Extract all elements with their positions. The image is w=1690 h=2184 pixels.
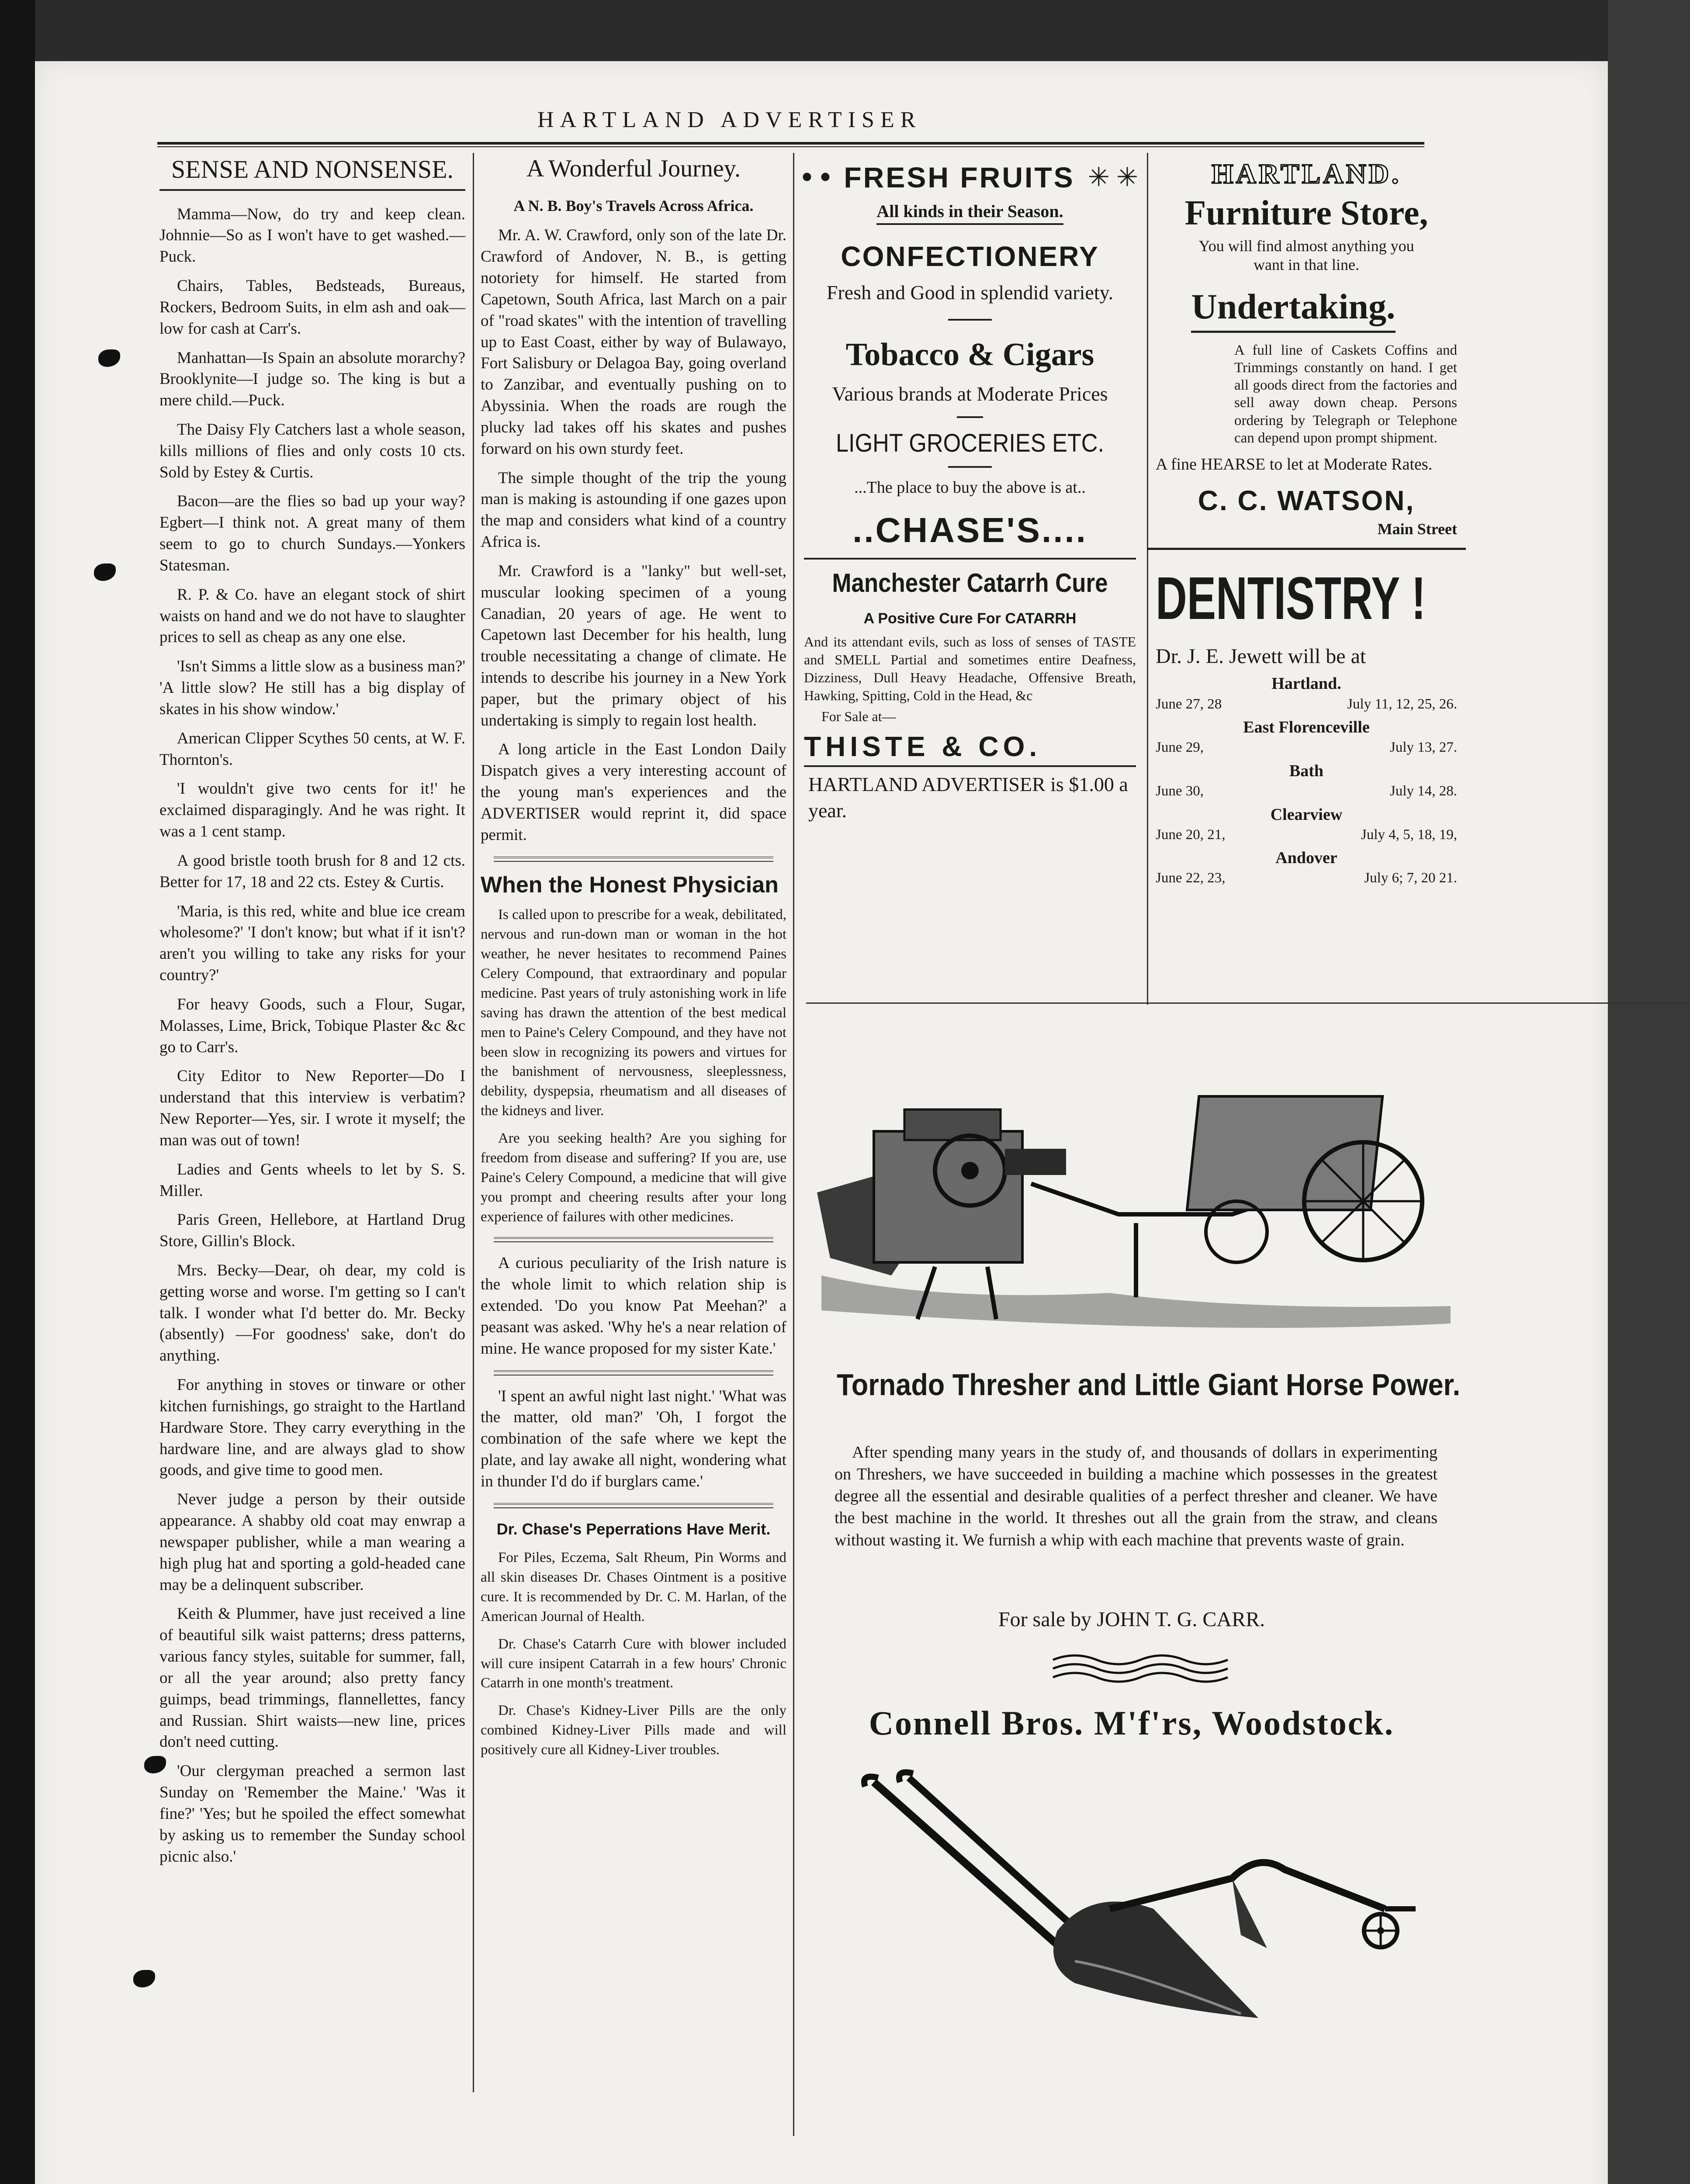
schedule-row: [1156, 738, 1457, 757]
jewett-text: Dr. J. E. Jewett will be at: [1156, 645, 1366, 668]
schedule-town: Hartland.: [1271, 674, 1341, 693]
paragraph: 'I wouldn't give two cents for it!' he exclaimed disparagingly. And he was right. It was a 1 cent stamp.: [159, 780, 465, 841]
schedule-town: Bath: [1289, 761, 1324, 780]
paragraph: For anything in stoves or tinware or other kitchen furnishings, go straight to the Hartland Hardware Store. They carry everything in the hardware line, and are always glad to show goods, and give time to good men.: [159, 1376, 465, 1479]
ink-mark: [98, 349, 120, 367]
schedule-july-dates: July 6; 7, 20 21.: [1364, 870, 1457, 886]
tobacco-sub: Various brands at Moderate Prices: [832, 383, 1108, 405]
ink-mark: [133, 1970, 155, 1987]
confectionery-sub: Fresh and Good in splendid variety.: [826, 281, 1114, 304]
dentist-schedule: [1156, 673, 1457, 888]
schedule-june-dates: June 29,: [1156, 740, 1204, 756]
paragraph: Are you seeking health? Are you sighing for freedom from disease and suffering? If you are, use Paine's Celery Compound, a medicine that will give you prompt and cheering results after your long experience of failures with other medicines.: [481, 1130, 786, 1225]
furniture-title: Furniture Store,: [1184, 194, 1428, 233]
paragraph-night: 'I spent an awful night last night.' 'What was the matter, old man?' 'Oh, I forgot the combination of the safe where we kept the plate, and lay awake all night, wondering what in thunder I'd do if burglars came.': [481, 1387, 786, 1490]
article-subheading: A N. B. Boy's Travels Across Africa.: [513, 197, 754, 214]
masthead-rule: [157, 142, 1424, 147]
furniture-sub: You will find almost anything you want in that line.: [1198, 237, 1414, 274]
schedule-town: East Florenceville: [1243, 718, 1370, 737]
thresher-title: Tornado Thresher and Little Giant Horse Power.: [837, 1368, 1461, 1402]
paragraph: 'Maria, is this red, white and blue ice cream wholesome?' 'I don't know; but what if it isn't? aren't you willing to take any risks for your country?': [159, 902, 465, 985]
schedule-town: Andover: [1275, 849, 1337, 867]
schedule-row: [1156, 782, 1457, 801]
short-rule: [957, 416, 983, 418]
short-rule: [948, 319, 992, 321]
schedule-july-dates: July 11, 12, 25, 26.: [1347, 696, 1457, 712]
paragraph: Mr. A. W. Crawford, only son of the late Dr. Crawford of Andover, N. B., is getting notoriety for himself. He started from Capetown, South Africa, last March on a pair of "road skates" with the intention of travelling up to East Coast, either by way of Bulawayo, Fort Salisbury or Delagoa Bay, going overland to Zanzibar, and eventually pushing on to Abyssinia. When the roads are rough the plucky lad takes off his skates and pushes forward on his own sturdy feet.: [481, 226, 786, 458]
undertaking-text: A full line of Caskets Coffins and Trimmings constantly on hand. I get all goods direct from the factories and sell away down cheap. Persons ordering by Telegraph or Telephone can depend upon prompt shipment.: [1234, 342, 1457, 446]
rule: [1147, 548, 1466, 550]
paragraph: The simple thought of the trip the young man is making is astounding if one gazes upon the map and considers what kind of a country Africa is.: [481, 469, 786, 551]
paragraph: For heavy Goods, such a Flour, Sugar, Molasses, Lime, Brick, Tobique Plaster &c &c go to Carr's.: [159, 995, 465, 1056]
chases-title: ..CHASE'S....: [852, 511, 1087, 550]
schedule-row: [1156, 826, 1457, 845]
schedule-june-dates: June 20, 21,: [1156, 826, 1226, 843]
hartland-title: HARTLAND.: [1212, 158, 1401, 189]
tobacco-title: Tobacco & Cigars: [845, 337, 1094, 373]
article-heading: A Wonderful Journey.: [526, 155, 741, 182]
paragraph: A good bristle tooth brush for 8 and 12 cts. Better for 17, 18 and 22 cts. Estey & Curtis.: [159, 851, 465, 891]
thresher-illustration: [804, 1031, 1459, 1350]
catarrh-sub: A Positive Cure For CATARRH: [863, 610, 1077, 627]
paragraph: For Piles, Eczema, Salt Rheum, Pin Worms and all skin diseases Dr. Chases Ointment is a positive cure. It is recommended by Dr. C. M. Harlan, of the American Journal of Health.: [481, 1550, 786, 1624]
separator: [494, 857, 773, 862]
paragraph: 'Our clergyman preached a sermon last Sunday on 'Remember the Maine.' 'Was it fine?' 'Yes; but he spoiled the effect somewhat by asking us to remember the Sunday school picnic also.': [159, 1762, 465, 1866]
makers-title: Connell Bros. M'f'rs, Woodstock.: [869, 1704, 1395, 1742]
schedule-row: [1156, 695, 1457, 714]
paragraph-list: [159, 204, 465, 1868]
dentistry-title: DENTISTRY !: [1156, 564, 1426, 632]
plow-illustration: [848, 1765, 1416, 2044]
thresher-sale: For sale by JOHN T. G. CARR.: [998, 1608, 1265, 1631]
scan-border-left: [0, 0, 35, 2184]
watson-sub: Main Street: [1377, 520, 1457, 538]
groceries-title: LIGHT GROCERIES ETC.: [836, 429, 1104, 457]
masthead: HARTLAND ADVERTISER: [537, 107, 922, 132]
schedule-june-dates: June 22, 23,: [1156, 870, 1226, 886]
column-divider: [1147, 153, 1148, 1005]
paragraph: Paris Green, Hellebore, at Hartland Drug Store, Gillin's Block.: [159, 1211, 465, 1251]
paragraph: The Daisy Fly Catchers last a whole season, kills millions of flies and only costs 10 cts. Sold by Estey & Curtis.: [159, 421, 465, 481]
plow-icon: [848, 1765, 1416, 2044]
scan-border-right: [1608, 0, 1690, 2184]
thresher-text: After spending many years in the study of, and thousands of dollars in experimenting on Threshers, we have succeeded in building a machine which possesses in the greatest degree all the essential and desirable qualities of a perfect thresher and cleaner. We have the best machine in the world. It threshes out all the grain from the straw, and cleans without wasting it. We furnish a whip with each machine that prevents waste of grain.: [835, 1443, 1437, 1549]
watson-title: C. C. WATSON,: [1198, 484, 1415, 516]
section-heading: SENSE AND NONSENSE.: [159, 153, 465, 191]
subscription-text: HARTLAND ADVERTISER is $1.00 a year.: [808, 773, 1128, 822]
thiste-title: THISTE & CO.: [804, 731, 1042, 763]
paragraph: Is called upon to prescribe for a weak, debilitated, nervous and run-down man or woman in the hot weather, he never hesitates to recommend Paines Celery Compound, that extraordinary and popular medicine. Past years of truly astonishing work in life saving has drawn the attention of the best medical men to Paine's Celery Compound, and they have not been slow in recognizing its powers and virtues for the banishment of nervousness, sleeplessness, debility, dyspepsia, rheumatism and all diseases of the kidneys and liver.: [481, 907, 786, 1119]
schedule-july-dates: July 4, 5, 18, 19,: [1361, 826, 1457, 843]
bullet-dots: • •: [801, 160, 831, 194]
column-divider: [793, 153, 794, 2136]
column-chases-ads: [800, 153, 1140, 824]
rule: [804, 765, 1136, 767]
paragraph: Chairs, Tables, Bedsteads, Bureaus, Rockers, Bedroom Suits, in elm ash and oak—low for cash at Carr's.: [159, 277, 465, 338]
paragraph: Never judge a person by their outside appearance. A shabby old coat may enwrap a newspaper publisher, while a man wearing a high plug hat and sporting a gold-headed cane may be a delinquent subscriber.: [159, 1490, 465, 1594]
paragraph-irish: A curious peculiarity of the Irish nature is the whole limit to which relation ship is extended. 'Do you know Pat Meehan?' a peasant was asked. 'Why he's a near relation of mine. He wance proposed for my sister Kate.': [481, 1254, 786, 1358]
paragraph: Mr. Crawford is a "lanky" but well-set, muscular looking specimen of a young Canadian, 20 years of age. He went to Capetown last December for his health, lung trouble necessitating a change of climate. He intends to describe his journey in a New York paper, but the primary object of his undertaking is simply to regain lost health.: [481, 562, 786, 729]
schedule-july-dates: July 13, 27.: [1389, 740, 1457, 756]
newspaper-page: [35, 61, 1608, 2184]
paragraph: 'Isn't Simms a little slow as a business man?' 'A little slow? He still has a big display of skates in his show window.': [159, 657, 465, 718]
paragraph: Ladies and Gents wheels to let by S. S. Miller.: [159, 1160, 465, 1200]
fresh-fruits-title: FRESH FRUITS: [844, 161, 1075, 194]
paragraph: Mamma—Now, do try and keep clean. Johnnie—So as I won't have to get washed.—Puck.: [159, 205, 465, 266]
paragraph: City Editor to New Reporter—Do I understand that this interview is verbatim? New Reporter—Yes, sir. I wrote it myself; the man was out of town!: [159, 1067, 465, 1149]
paragraph: R. P. & Co. have an elegant stock of shirt waists on hand and we do not have to slaughter prices to sell as cheap as any one else.: [159, 585, 465, 646]
column-wonderful-journey: [481, 153, 786, 1768]
paragraph: Dr. Chase's Kidney-Liver Pills are the only combined Kidney-Liver Pills made and will positively cure all Kidney-Liver troubles.: [481, 1703, 786, 1758]
column-sense-and-nonsense: [159, 153, 465, 1875]
paragraph: Mrs. Becky—Dear, oh dear, my cold is getting worse and worse. I'm getting so I can't talk. I wonder what I'd better do. Mr. Becky (absently) —For goodness' sake, don't do anything.: [159, 1261, 465, 1365]
paragraph: Manhattan—Is Spain an absolute morarchy? Brooklynite—I judge so. The king is but a mere child.—Puck.: [159, 349, 465, 410]
confectionery-title: CONFECTIONERY: [841, 241, 1099, 273]
star-ornament-icon: ✳ ✳: [1087, 162, 1139, 192]
place-text: ...The place to buy the above is at..: [854, 478, 1086, 497]
fresh-fruits-sub: All kinds in their Season.: [876, 200, 1063, 225]
paragraph: A long article in the East London Daily Dispatch gives a very interesting account of the young man's experiences and the ADVERTISER would reprint it, did space permit.: [481, 740, 786, 844]
paragraph: Keith & Plummer, have just received a line of beautiful silk waist patterns; dress patterns, various fancy styles, suitable for summer, fall, or all the year around; also pretty fancy guimps, bead trimmings, flannellettes, fancy and Russian. Shirt waists—new line, prices don't need cutting.: [159, 1605, 465, 1751]
catarrh-title: Manchester Catarrh Cure: [832, 568, 1108, 598]
schedule-town: Clearview: [1270, 805, 1343, 824]
wave-ornament-icon: [1049, 1651, 1232, 1686]
paragraph: Bacon—are the flies so bad up your way? Egbert—I think not. A great many of them seem to go to church Sundays.—Yonkers Statesman.: [159, 492, 465, 574]
paragraph: Dr. Chase's Catarrh Cure with blower included will cure insipent Catarrah in a few hours' Chronic Catarrh in one month's treatment.: [481, 1636, 786, 1691]
separator: [494, 1370, 773, 1375]
short-rule: [948, 466, 992, 468]
catarrh-text: And its attendant evils, such as loss of senses of TASTE and SMELL Partial and sometimes entire Deafness, Dizziness, Dull Heavy Headache, Offensive Breath, Hawking, Spitting, Cold in the Head, &c: [804, 634, 1136, 703]
for-sale-text: For Sale at—: [821, 708, 896, 724]
paragraph: American Clipper Scythes 50 cents, at W. F. Thornton's.: [159, 729, 465, 769]
schedule-june-dates: June 30,: [1156, 783, 1204, 799]
ink-mark: [94, 563, 116, 581]
separator: [494, 1503, 773, 1508]
schedule-row: [1156, 869, 1457, 888]
undertaking-title: Undertaking.: [1191, 283, 1395, 332]
hearse-text: A fine HEARSE to let at Moderate Rates.: [1156, 455, 1433, 474]
separator: [494, 1237, 773, 1242]
column-watson-dentistry: [1156, 153, 1457, 888]
rule: [806, 1002, 1690, 1004]
column-divider: [473, 153, 474, 2092]
thresher-machine-icon: [804, 1031, 1459, 1350]
schedule-june-dates: June 27, 28: [1156, 696, 1222, 712]
rule: [804, 558, 1136, 560]
schedule-july-dates: July 14, 28.: [1389, 783, 1457, 799]
physician-heading: When the Honest Physician: [481, 872, 779, 898]
chase-heading: Dr. Chase's Peperrations Have Merit.: [496, 1520, 771, 1538]
